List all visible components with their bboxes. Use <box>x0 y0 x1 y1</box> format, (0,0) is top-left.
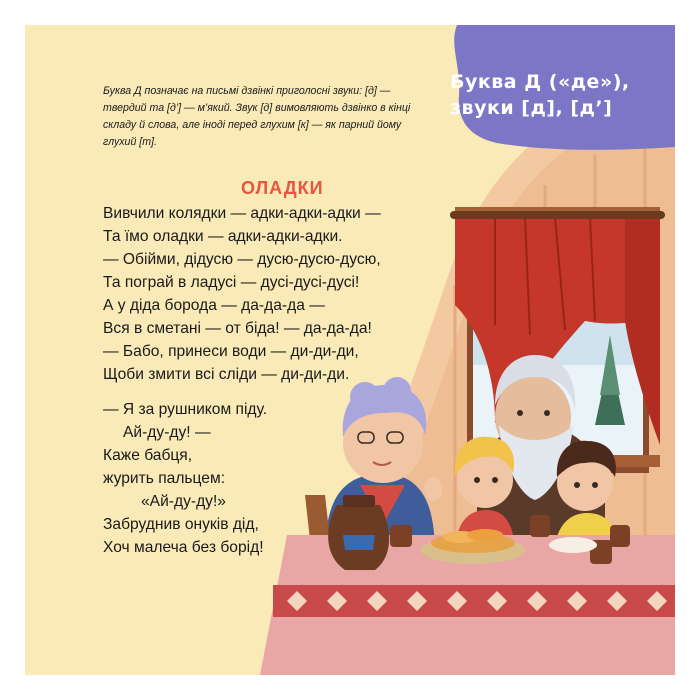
poem-line: Щоби змити всі сліди — ди-ди-ди. <box>103 366 350 383</box>
poem-line: — Я за рушником піду. <box>103 401 268 418</box>
poem-line: Ай-ду-ду! — <box>123 424 211 441</box>
heading-line-1: Буква Д («де»), <box>450 71 630 93</box>
poem-line: Вивчили колядки — адки-адки-адки — <box>103 205 381 222</box>
poem-line: А у діда борода — да-да-да — <box>103 297 325 314</box>
poem-line: Забруднив онуків дід, <box>103 516 259 533</box>
stanza-gap <box>103 386 463 398</box>
poem-line: Та пограй в ладусі — дусі-дусі-дусі! <box>103 274 360 291</box>
poem-line: Та їмо оладки — адки-адки-адки. <box>103 228 343 245</box>
poem-line: Вся в сметані — от біда! — да-да-да! <box>103 320 372 337</box>
intro-paragraph: Буква Д позначає на письмі дзвінкі приголосні звуки: [д] — твердий та [д’] — м’який. Звук [д] вимовляють дзвінко в кінці складу й слова, але іноді перед глухим [к] — як парний йому глухий [т]. <box>103 85 411 148</box>
poem-title: ОЛАДКИ <box>241 178 324 198</box>
poem-line: «Ай-ду-ду!» <box>141 493 226 510</box>
poem-line: Хоч малеча без борід! <box>103 539 264 556</box>
poem-line: — Бабо, принеси води — ди-ди-ди, <box>103 343 359 360</box>
page-heading <box>450 69 670 121</box>
poem-line: — Обійми, дідусю — дусю-дусю-дусю, <box>103 251 381 268</box>
poem-body <box>103 202 463 559</box>
poem-line: Каже бабця, <box>103 447 193 464</box>
heading-line-2: звуки [д], [д’] <box>450 97 613 119</box>
book-page <box>25 25 675 675</box>
poem-line: журить пальцем: <box>103 470 226 487</box>
